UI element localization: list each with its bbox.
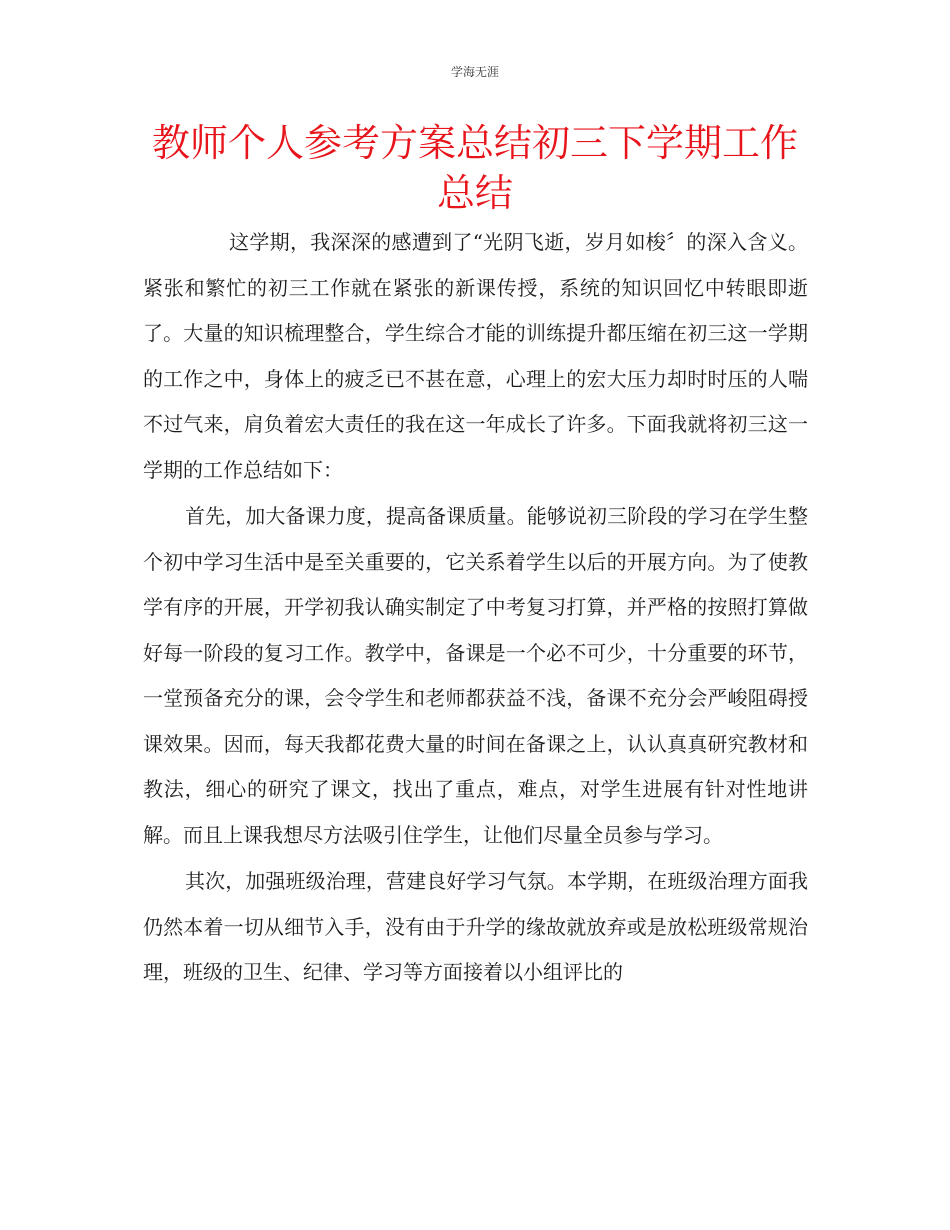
paragraph-intro: 这学期，我深深的感遭到了“光阴飞逝，岁月如梭〞的深入含义。紧张和繁忙的初三工作就在紧张的新课传授，系统的知识回忆中转眼即逝了。大量的知识梳理整合，学生综合才能的训练提升都压缩在初三这一学期的工作之中，身体上的疲乏已不甚在意，心理上的宏大压力却时时压的人喘不过气来，肩负着宏大责任的我在这一年成长了许多。下面我就将初三这一学期的工作总结如下：	[143, 230, 808, 482]
paragraph-lesson-preparation: 首先，加大备课力度，提高备课质量。能够说初三阶段的学习在学生整个初中学习生活中是至关重要的，它关系着学生以后的开展方向。为了使教学有序的开展，开学初我认确实制定了中考复习打算，并严格的按照打算做好每一阶段的复习工作。教学中，备课是一个必不可少，十分重要的环节，一堂预备充分的课，会令学生和老师都获益不浅，备课不充分会严峻阻碍授课效果。因而，每天我都花费大量的时间在备课之上，认认真真研究教材和教法，细心的研究了课文，找出了重点，难点，对学生进展有针对性地讲解。而且上课我想尽方法吸引住学生，让他们尽量全员参与学习。	[143, 504, 808, 847]
paragraph-class-management: 其次，加强班级治理，营建良好学习气氛。本学期，在班级治理方面我仍然本着一切从细节入手，没有由于升学的缘故就放弃或是放松班级常规治理，班级的卫生、纪律、学习等方面接着以小组评比的	[143, 869, 808, 984]
document-body	[143, 220, 808, 996]
page-header: 学海无涯	[450, 65, 499, 79]
document-title: 教师个人参考方案总结初三下学期工作总结	[151, 121, 798, 215]
